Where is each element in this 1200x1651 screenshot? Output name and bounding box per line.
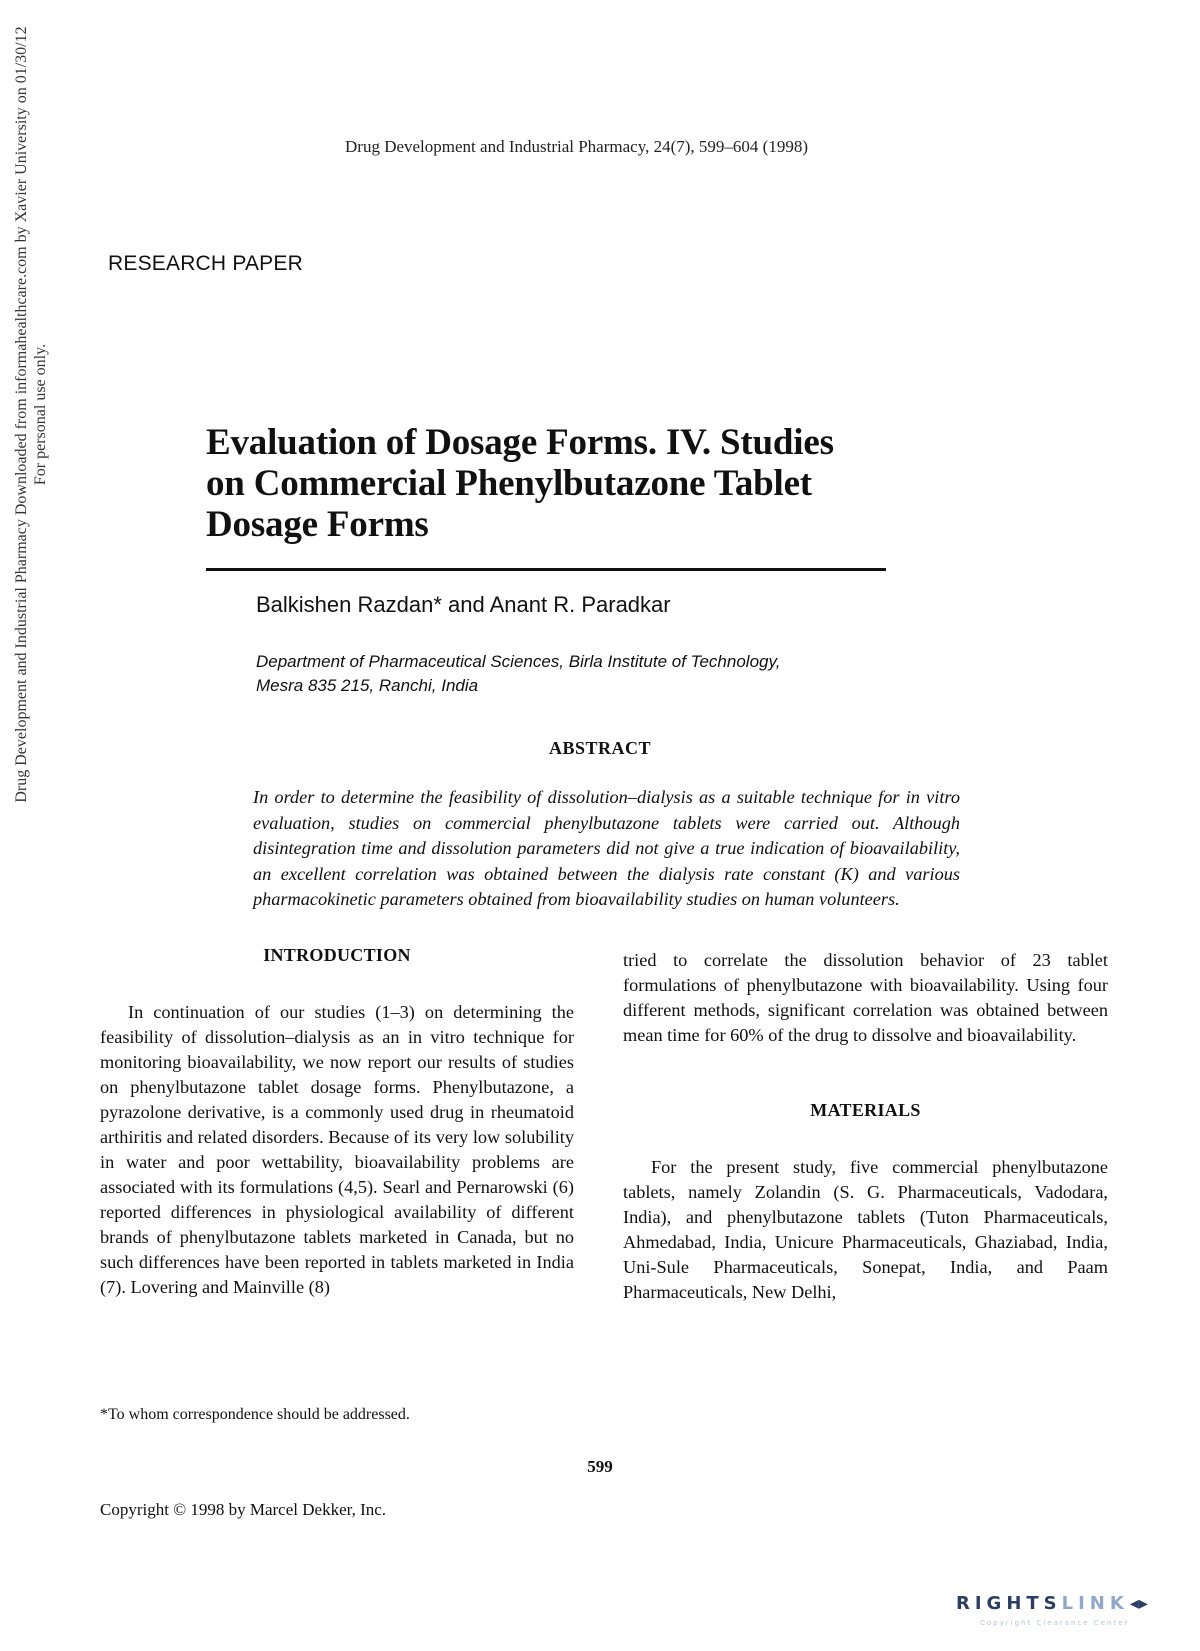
rightslink-logo-link: LINK <box>1061 1593 1129 1614</box>
rightslink-logo-rights: RIGHTS <box>956 1593 1062 1614</box>
author-list: Balkishen Razdan* and Anant R. Paradkar <box>256 592 671 617</box>
materials-paragraph: For the present study, five commercial phenylbutazone tablets, namely Zolandin (S. G. Pharmaceuticals, Vadodara, India), and phenylbutazone tablets (Tuton Pharmaceuticals, Ahmedabad, India, Unicure Pharmaceuticals, Ghaziabad, India, Uni-Sule Pharmaceuticals, Sonepat, India, and Paam Pharmaceuticals, New Delhi, <box>623 1157 1108 1302</box>
title-line-2: on Commercial Phenylbutazone Tablet <box>206 463 812 504</box>
title-rule <box>206 568 886 571</box>
abstract-text: In order to determine the feasibility of dissolution–dialysis as a suitable technique for in vitro evaluation, studies on commercial phenylbutazone tablets were carried out. Although disintegration time and dissolution parameters did not give a true indication of bioavailability, an excellent correlation was obtained between the dialysis rate constant (K) and various pharmacokinetic parameters obtained from bioavailability studies on human volunteers. <box>253 787 960 910</box>
title-line-3: Dosage Forms <box>206 504 429 545</box>
introduction-continued-paragraph: tried to correlate the dissolution behavior of 23 tablet formulations of phenylbutazone with bioavailability. Using four different methods, significant correlation was obtained between mean time for 60% of the drug to dissolve and bioavailability. <box>623 950 1108 1045</box>
title-line-1: Evaluation of Dosage Forms. IV. Studies <box>206 422 834 463</box>
abstract-heading: ABSTRACT <box>548 738 652 758</box>
rightslink-tagline: Copyright Clearance Center <box>980 1619 1130 1627</box>
affiliation-line-1: Department of Pharmaceutical Sciences, Birla Institute of Technology, <box>256 652 781 671</box>
author-affiliation <box>256 650 896 698</box>
right-column <box>623 948 1108 1305</box>
article-title <box>206 422 906 545</box>
section-type-label: RESEARCH PAPER <box>108 252 303 275</box>
download-watermark <box>12 0 72 1240</box>
page-number: 599 <box>587 1457 613 1476</box>
copyright-notice: Copyright © 1998 by Marcel Dekker, Inc. <box>100 1500 387 1519</box>
introduction-heading: INTRODUCTION <box>263 945 411 965</box>
watermark-line-1: Drug Development and Industrial Pharmacy Downloaded from informahealthcare.com by Xavier University on 01/30/12 <box>13 26 30 803</box>
affiliation-line-2: Mesra 835 215, Ranchi, India <box>256 676 479 695</box>
materials-heading: MATERIALS <box>810 1100 921 1120</box>
introduction-paragraph: In continuation of our studies (1–3) on determining the feasibility of dissolution–dialysis as an in vitro technique for monitoring bioavailability, we now report our results of studies on phenylbutazone tablet dosage forms. Phenylbutazone, a pyrazolone derivative, is a commonly used drug in rheumatoid arthiritis and related disorders. Because of its very low solubility in water and poor wettability, bioavailability problems are associated with its formulations (4,5). Searl and Pernarowski (6) reported differences in physiological availability of different brands of phenylbutazone tablets marketed in Canada, but no such differences have been reported in tablets marketed in India (7). Lovering and Mainville (8) <box>100 1002 574 1297</box>
rightslink-logo[interactable] <box>956 1593 1148 1614</box>
left-column <box>100 945 574 1300</box>
correspondence-footnote: *To whom correspondence should be addressed. <box>100 1406 410 1423</box>
watermark-line-2: For personal use only. <box>32 343 49 486</box>
journal-citation: Drug Development and Industrial Pharmacy, 24(7), 599–604 (1998) <box>345 137 808 156</box>
rightslink-arrow-icon: ◂▸ <box>1129 1593 1148 1613</box>
